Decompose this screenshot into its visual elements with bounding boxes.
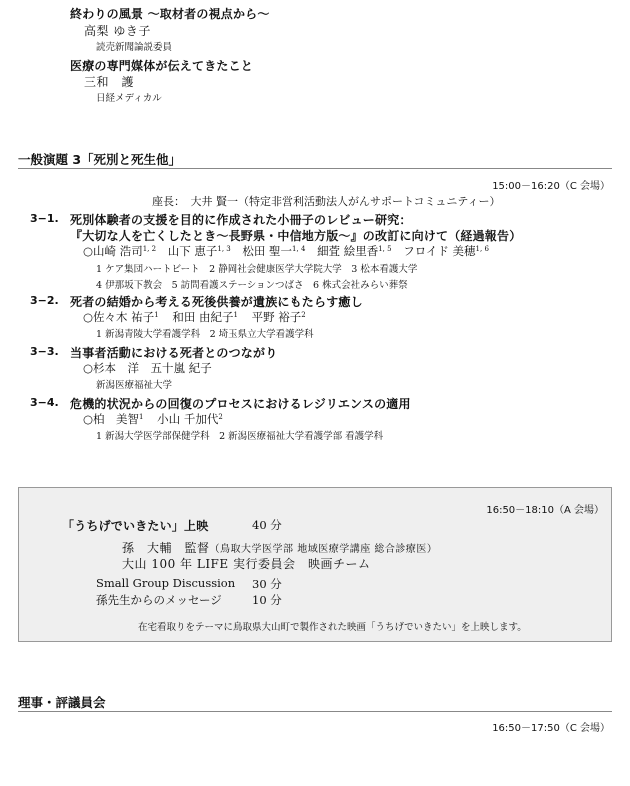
film-duration: 40 分 (252, 518, 282, 532)
author-name: 和田 由紀子 (172, 310, 234, 324)
talk-title: 医療の専門媒体が伝えてきたこと (70, 59, 254, 73)
session-chair: 座長： 大井 賢一（特定非営利活動法人がんサポートコミュニティー） (152, 195, 501, 208)
talk-affiliation: 読売新聞論説委員 (96, 42, 173, 53)
presentation-affiliation: 1 ケア集団ハートビート 2 静岡社会健康医学大学院大学 3 松本看護大学 (96, 264, 418, 275)
sgd-duration: 30 分 (252, 577, 282, 591)
film-description: 在宅看取りをテーマに鳥取県大山町で製作された映画「うちげでいきたい」を上映します。 (138, 622, 527, 633)
presentation-authors (83, 243, 489, 259)
talk-speaker: 高梨 ゆき子 (84, 24, 151, 38)
film-time: 16:50－18:10（A 会場） (486, 505, 604, 516)
author-affiliation-number: 2 (301, 311, 306, 319)
presentation-title: 当事者活動における死者とのつながり (70, 346, 278, 360)
message-duration: 10 分 (252, 593, 282, 607)
author-affiliation-number: 1, 2 (142, 245, 157, 253)
author-affiliation-number: 1 (233, 311, 238, 319)
talk-speaker: 三和 護 (84, 75, 135, 89)
presentation-authors (83, 411, 223, 427)
presentation-affiliation: 1 新潟大学医学部保健学科 2 新潟医療福祉大学看護学部 看護学科 (96, 431, 384, 442)
film-team: 大山 100 年 LIFE 実行委員会 映画チーム (122, 557, 371, 571)
presentation-number: 3−2. (30, 294, 59, 307)
presentation-title: 死者の結婚から考える死後供養が遺族にもたらす癒し (70, 295, 363, 309)
presentation-number: 3−1. (30, 212, 59, 225)
film-supervisor (122, 539, 437, 556)
section-heading: 一般演題 3「死別と死生他」 (18, 152, 182, 167)
author-name: ○山崎 浩司 (83, 244, 143, 258)
author-name: 小山 千加代 (157, 412, 219, 426)
author-affiliation-number: 1, 3 (217, 245, 231, 253)
author-affiliation-number: 1, 5 (378, 245, 392, 253)
author-name: フロイド 美穂 (403, 244, 476, 258)
presentation-title-line2: 『大切な人を亡くしたとき〜長野県・中信地方版〜』の改訂に向けて（経過報告） (70, 229, 522, 243)
author-name: ○佐々木 祐子 (83, 310, 155, 324)
author-affiliation-number: 1 (139, 413, 144, 421)
supervisor-name: 孫 大輔 監督 (122, 541, 210, 555)
sgd-label: Small Group Discussion (96, 576, 236, 590)
talk-title: 終わりの風景 〜取材者の視点から〜 (70, 7, 270, 21)
author-name: 細萓 絵里香 (317, 244, 379, 258)
session-time: 15:00－16:20（C 会場） (492, 181, 610, 192)
author-name: 平野 裕子 (251, 310, 302, 324)
presentation-affiliation: 1 新潟青陵大学看護学科 2 埼玉県立大学看護学科 (96, 329, 314, 340)
author-affiliation-number: 1, 4 (292, 245, 306, 253)
presentation-title: 危機的状況からの回復のプロセスにおけるレジリエンスの適用 (70, 397, 411, 411)
presentation-affiliation: 新潟医療福祉大学 (96, 380, 173, 391)
author-affiliation-number: 2 (218, 413, 223, 421)
presentation-number: 3−4. (30, 396, 59, 409)
section-divider (18, 168, 612, 169)
author-name: 山下 恵子 (167, 244, 218, 258)
board-time: 16:50－17:50（C 会場） (492, 723, 610, 734)
message-label: 孫先生からのメッセージ (96, 593, 222, 607)
supervisor-affiliation: （鳥取大学医学部 地域医療学講座 総合診療医） (209, 544, 438, 555)
talk-affiliation: 日経メディカル (96, 93, 162, 104)
author-affiliation-number: 1 (154, 311, 159, 319)
presentation-authors: ○杉本 洋 五十嵐 紀子 (83, 361, 212, 375)
presentation-number: 3−3. (30, 345, 59, 358)
presentation-authors (83, 309, 306, 325)
author-name: ○柏 美智 (83, 412, 140, 426)
section-divider (18, 711, 612, 712)
author-name: 松田 聖一 (242, 244, 293, 258)
presentation-affiliation: 4 伊那坂下教会 5 訪問看護ステーションつばさ 6 株式会社みらい葬祭 (96, 280, 408, 291)
film-title: 「うちげでいきたい」上映 (62, 519, 209, 533)
author-affiliation-number: 1, 6 (475, 245, 489, 253)
presentation-title: 死別体験者の支援を目的に作成された小冊子のレビュー研究： (70, 213, 412, 227)
section-heading: 理事・評議員会 (18, 695, 106, 710)
